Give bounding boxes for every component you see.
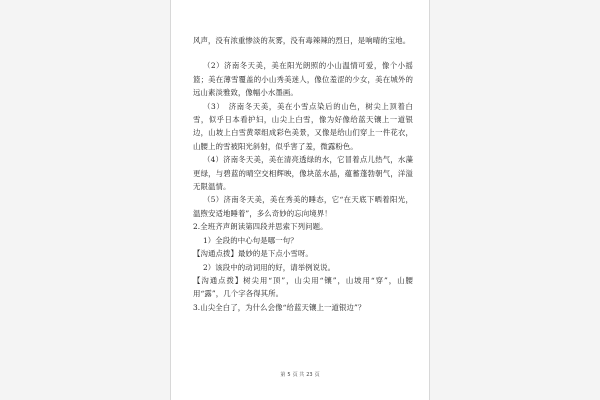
page-prefix: 第 <box>280 372 286 378</box>
answer-hint-1: 【沟通点拨】最妙的是下点小雪呀。 <box>193 249 313 259</box>
page-mid: 页 <box>292 372 298 378</box>
paragraph-point-3: （3） 济南冬天美，美在小雪点染后的山色，树尖上顶着白雪，似乎日本看护妇，山尖上白雪，像为好像给蓝天镶上一道银边，山坡上白雪黄翠组成彩色美景，又像是给山们穿上一件花衣，山腰上的雪被阳光斜射，似乎害了羞，微露粉色。 <box>193 101 413 151</box>
task-heading-3: 3.山尖全白了，为什么会像“给蓝天镶上一道银边”？ <box>193 302 366 312</box>
answer-hint-2: 【沟通点拨】树尖用“顶”，山尖用“镶”，山坡用“穿”，山腰用“露”，几个字各得其所。 <box>193 275 413 299</box>
page-footer <box>171 371 429 378</box>
question-2: 2）该段中的动词用的好，请举例说说。 <box>203 262 336 272</box>
page-total: 23 <box>306 372 313 378</box>
total-prefix: 共 <box>299 372 305 378</box>
task-heading-2: 2.全班齐声朗读第四段并思索下列问题。 <box>193 222 328 232</box>
page-current: 5 <box>287 372 291 378</box>
paragraph-point-2: （2）济南冬天美，美在阳光朗照的小山温情可爱，像个小摇篮；美在薄雪覆盖的小山秀美迷人，像位羞涩的少女，美在城外的远山素淡雅致，像幅小水墨画。 <box>193 61 413 98</box>
document-page <box>170 0 430 400</box>
total-suffix: 页 <box>314 372 320 378</box>
paragraph-gap <box>193 47 413 59</box>
question-1: 1）全段的中心句是哪一句？ <box>203 235 298 245</box>
paragraph-continuation: 风声，没有浓重惨淡的灰雾，没有毒辣辣的烈日，是响晴的宝地。 <box>193 36 411 45</box>
paragraph-point-5: （5）济南冬天美，美在秀美的睡态，它“在天底下晒着阳光，温煦安适地睡着”，多么奇妙的忘向境界！ <box>193 195 413 218</box>
paragraph-point-4: （4）济南冬天美，美在清亮透绿的水，它冒着点儿热气，水藻更绿，与碧蓝的晴空交相辉映，像块蓝水晶，蕴蓄蓬勃朝气，洋溢无限温情。 <box>193 155 413 192</box>
document-body <box>193 34 413 314</box>
